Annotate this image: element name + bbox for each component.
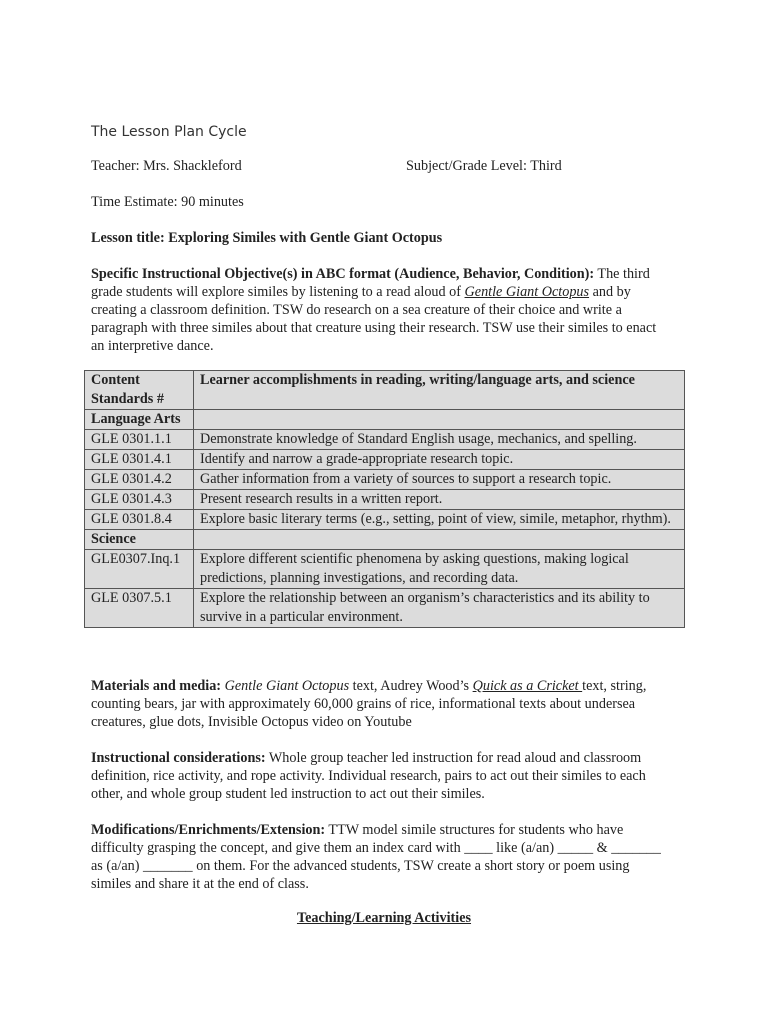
table-row bbox=[85, 450, 685, 470]
modifications-label: Modifications/Enrichments/Extension: bbox=[91, 822, 326, 838]
standard-text: Explore basic literary terms (e.g., setting, point of view, simile, metaphor, rhythm). bbox=[194, 510, 685, 530]
teacher-subject-line bbox=[91, 157, 691, 175]
materials-text-b: text, string, counting bears, jar with approximately 60,000 grains of rice, informational texts about undersea creatures, glue dots, Invisible Octopus video on Youtube bbox=[91, 678, 647, 730]
lesson-title-value: Exploring Similes with Gentle Giant Octopus bbox=[168, 230, 443, 246]
objective-text-a: The third grade students will explore similes by listening to a read aloud of bbox=[91, 266, 650, 300]
table-row bbox=[85, 490, 685, 510]
standards-table bbox=[84, 370, 685, 628]
section-label: Science bbox=[85, 530, 194, 550]
table-row bbox=[85, 589, 685, 628]
table-row bbox=[85, 550, 685, 589]
standard-text: Explore different scientific phenomena by asking questions, making logical predictions, planning investigations, and recording data. bbox=[194, 550, 685, 589]
header-learner-accomplishments: Learner accomplishments in reading, writing/language arts, and science bbox=[194, 371, 685, 410]
standard-code: GLE 0301.8.4 bbox=[85, 510, 194, 530]
materials-book-1: Gentle Giant Octopus bbox=[224, 678, 350, 694]
lesson-title bbox=[91, 229, 442, 247]
standard-code: GLE 0301.4.3 bbox=[85, 490, 194, 510]
considerations-paragraph bbox=[91, 749, 671, 803]
standard-code: GLE 0307.5.1 bbox=[85, 589, 194, 628]
section-blank-cell bbox=[194, 530, 685, 550]
modifications-paragraph bbox=[91, 821, 671, 893]
materials-paragraph bbox=[91, 677, 671, 731]
teacher-name: Teacher: Mrs. Shackleford bbox=[91, 158, 242, 174]
objective-label: Specific Instructional Objective(s) in ABC format (Audience, Behavior, Condition): bbox=[91, 266, 595, 282]
lesson-title-label: Lesson title: bbox=[91, 230, 165, 246]
header-content-standards: Content Standards # bbox=[85, 371, 194, 410]
table-row bbox=[85, 430, 685, 450]
standard-text: Explore the relationship between an organism’s characteristics and its ability to survive in a particular environment. bbox=[194, 589, 685, 628]
standard-text: Gather information from a variety of sources to support a research topic. bbox=[194, 470, 685, 490]
considerations-label: Instructional considerations: bbox=[91, 750, 266, 766]
section-row-science bbox=[85, 530, 685, 550]
section-blank-cell bbox=[194, 410, 685, 430]
section-row-language-arts bbox=[85, 410, 685, 430]
objective-text-b: and by creating a classroom definition. TSW do research on a sea creature of their choice and write a paragraph with three similes about that creature using their research. TSW use their similes to enact an interpretive dance. bbox=[91, 284, 657, 354]
objective-paragraph bbox=[91, 265, 671, 355]
document-title: The Lesson Plan Cycle bbox=[91, 124, 247, 140]
materials-text-a: text, Audrey Wood’s bbox=[349, 678, 473, 694]
objective-book-title: Gentle Giant Octopus bbox=[464, 284, 590, 300]
modifications-text: TTW model simile structures for students who have difficulty grasping the concept, and give them an index card with ____ like (a/an) _____ & _______ as (a/an) _______ on them. For the advanced students, TSW create a short story or poem using similes and share it at the end of class. bbox=[91, 822, 661, 892]
standard-text: Demonstrate knowledge of Standard English usage, mechanics, and spelling. bbox=[194, 430, 685, 450]
section-label: Language Arts bbox=[85, 410, 194, 430]
materials-label: Materials and media: bbox=[91, 678, 222, 694]
considerations-text: Whole group teacher led instruction for read aloud and classroom definition, rice activity, and rope activity. Individual research, pairs to act out their similes to each other, and whole group student led instruction to act out their similes. bbox=[91, 750, 646, 802]
standard-code: GLE0307.Inq.1 bbox=[85, 550, 194, 589]
materials-book-2: Quick as a Cricket bbox=[472, 678, 583, 694]
table-header-row bbox=[85, 371, 685, 410]
time-estimate: Time Estimate: 90 minutes bbox=[91, 194, 244, 210]
standard-code: GLE 0301.4.2 bbox=[85, 470, 194, 490]
standard-text: Present research results in a written report. bbox=[194, 490, 685, 510]
activities-heading: Teaching/Learning Activities bbox=[296, 910, 472, 926]
table-row bbox=[85, 510, 685, 530]
table-row bbox=[85, 470, 685, 490]
standard-code: GLE 0301.1.1 bbox=[85, 430, 194, 450]
standard-code: GLE 0301.4.1 bbox=[85, 450, 194, 470]
standard-text: Identify and narrow a grade-appropriate research topic. bbox=[194, 450, 685, 470]
subject-grade-level: Subject/Grade Level: Third bbox=[406, 158, 562, 174]
